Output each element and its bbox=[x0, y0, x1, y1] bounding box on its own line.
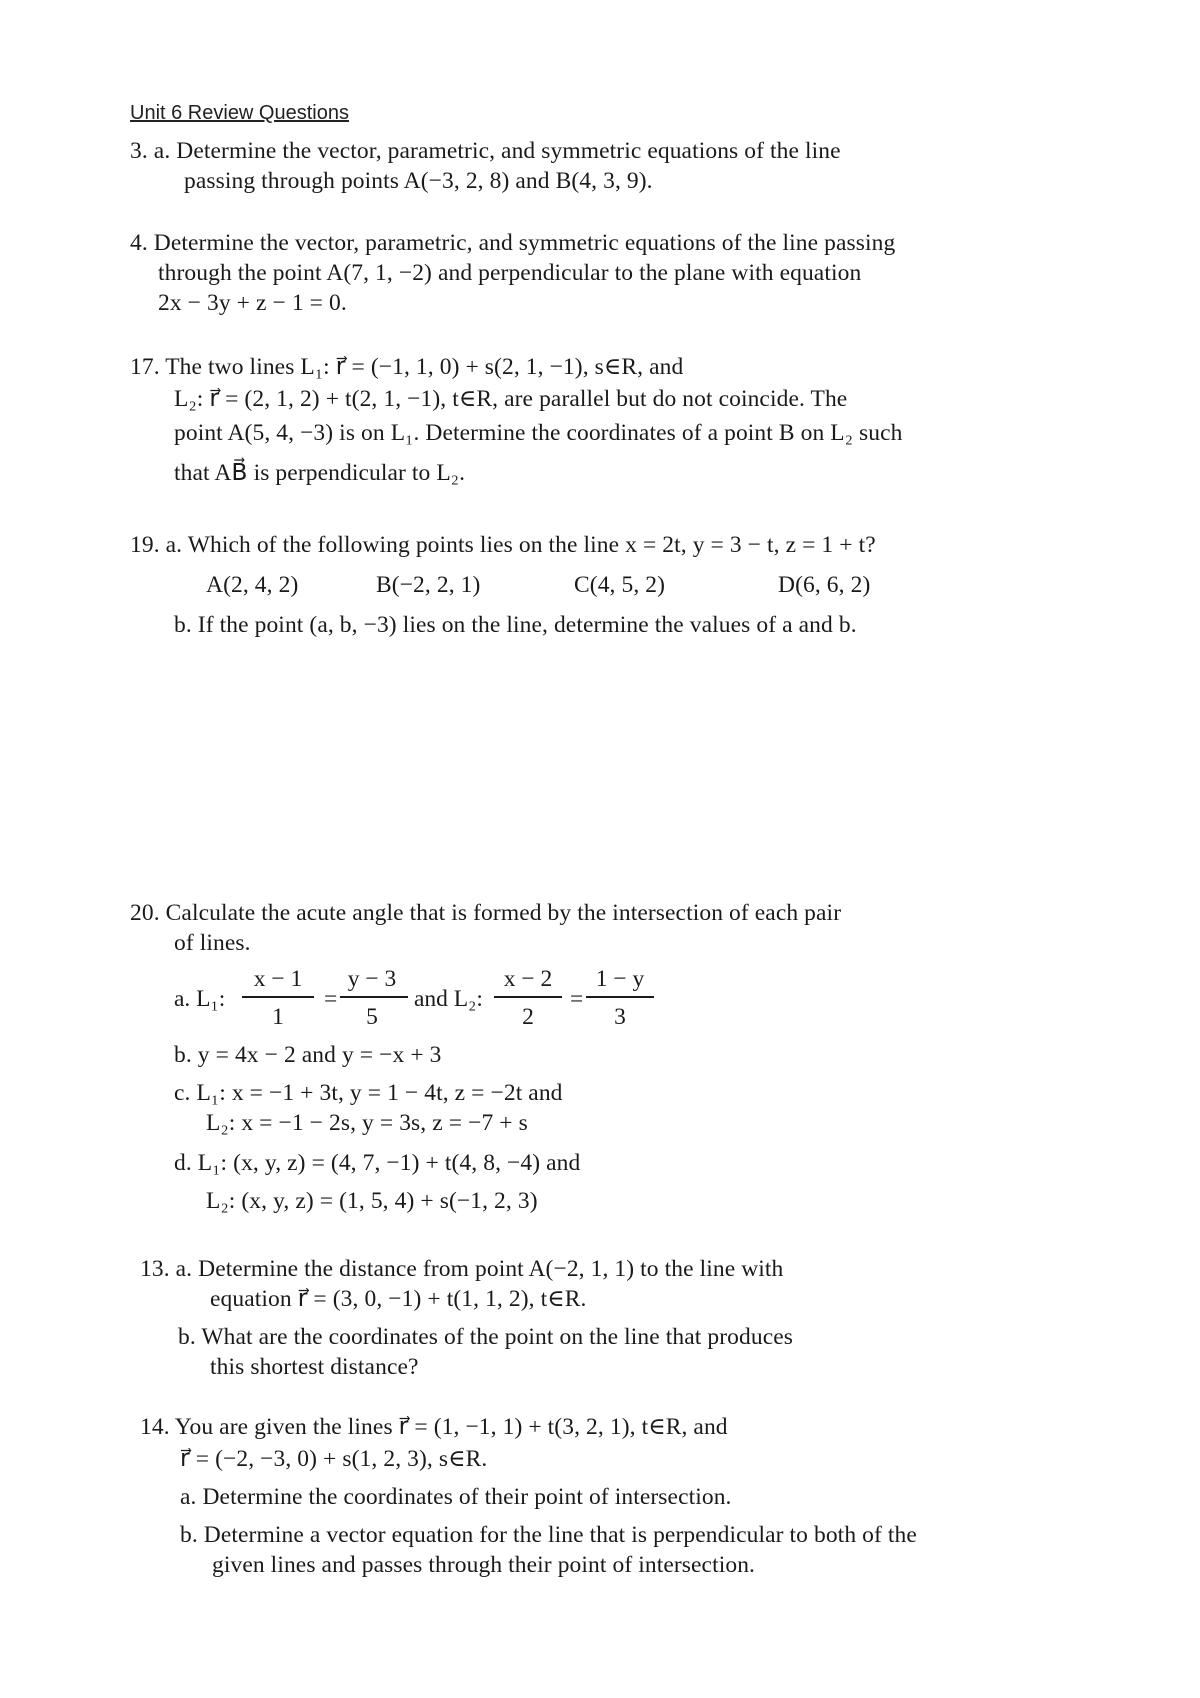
question-17-line-1: 17. The two lines L₁: r⃗ = (−1, 1, 0) + s(2, 1, −1), s∈R, and bbox=[130, 354, 684, 380]
question-14-part-b-line-2: given lines and passes through their point of intersection. bbox=[212, 1552, 756, 1578]
fraction-2-bar bbox=[340, 996, 408, 998]
question-3-line-1: 3. a. Determine the vector, parametric, and symmetric equations of the line bbox=[130, 138, 841, 164]
question-14-line-1: 14. You are given the lines r⃗ = (1, −1, 1) + t(3, 2, 1), t∈R, and bbox=[140, 1414, 728, 1440]
question-20-part-b: b. y = 4x − 2 and y = −x + 3 bbox=[174, 1042, 442, 1068]
fraction-3-denominator: 2 bbox=[522, 1004, 534, 1030]
question-13-part-a-line-2: equation r⃗ = (3, 0, −1) + t(1, 1, 2), t∈R. bbox=[210, 1286, 587, 1312]
fraction-2-denominator: 5 bbox=[366, 1004, 378, 1030]
fraction-1-bar bbox=[242, 996, 314, 998]
question-14-part-b-line-1: b. Determine a vector equation for the line that is perpendicular to both of the bbox=[180, 1522, 917, 1548]
question-19-part-a: 19. a. Which of the following points lies on the line x = 2t, y = 3 − t, z = 1 + t? bbox=[130, 532, 876, 558]
question-13-part-b-line-1: b. What are the coordinates of the point on the line that produces bbox=[178, 1324, 794, 1350]
question-20-part-c-line-2: L₂: x = −1 − 2s, y = 3s, z = −7 + s bbox=[206, 1110, 528, 1136]
question-19-option-b: B(−2, 2, 1) bbox=[376, 572, 481, 598]
question-14-line-2: r⃗ = (−2, −3, 0) + s(1, 2, 3), s∈R. bbox=[180, 1446, 488, 1472]
question-19-part-b: b. If the point (a, b, −3) lies on the line, determine the values of a and b. bbox=[174, 612, 857, 638]
question-19-option-a: A(2, 4, 2) bbox=[206, 572, 299, 598]
question-13-part-b-line-2: this shortest distance? bbox=[210, 1354, 419, 1380]
fraction-2-numerator: y − 3 bbox=[347, 966, 397, 992]
question-4-line-1: 4. Determine the vector, parametric, and symmetric equations of the line passing bbox=[130, 230, 896, 256]
question-20-a-and: and L₂: bbox=[414, 986, 483, 1012]
fraction-3-bar bbox=[494, 996, 562, 998]
fraction-4-bar bbox=[586, 996, 654, 998]
question-17-line-3: point A(5, 4, −3) is on L₁. Determine the coordinates of a point B on L₂ such bbox=[174, 420, 903, 446]
question-13-part-a-line-1: 13. a. Determine the distance from point A(−2, 1, 1) to the line with bbox=[140, 1256, 784, 1282]
question-20-line-2: of lines. bbox=[174, 930, 251, 956]
question-14-part-a: a. Determine the coordinates of their point of intersection. bbox=[180, 1484, 732, 1510]
question-20-a-label: a. L₁: bbox=[174, 986, 226, 1012]
question-20-part-c-line-1: c. L₁: x = −1 + 3t, y = 1 − 4t, z = −2t and bbox=[174, 1080, 563, 1106]
question-3-line-2: passing through points A(−3, 2, 8) and B(4, 3, 9). bbox=[184, 168, 653, 194]
fraction-4-denominator: 3 bbox=[614, 1004, 626, 1030]
question-4-line-3: 2x − 3y + z − 1 = 0. bbox=[158, 290, 347, 316]
fraction-3-numerator: x − 2 bbox=[503, 966, 553, 992]
page-title: Unit 6 Review Questions bbox=[130, 102, 349, 124]
fraction-4-numerator: 1 − y bbox=[595, 966, 645, 992]
question-19-option-c: C(4, 5, 2) bbox=[574, 572, 666, 598]
question-20-part-d-line-1: d. L₁: (x, y, z) = (4, 7, −1) + t(4, 8, −4) and bbox=[174, 1150, 581, 1176]
fraction-1-denominator: 1 bbox=[272, 1004, 284, 1030]
equals-sign-2: = bbox=[570, 986, 584, 1012]
question-20-part-d-line-2: L₂: (x, y, z) = (1, 5, 4) + s(−1, 2, 3) bbox=[206, 1188, 538, 1214]
question-4-line-2: through the point A(7, 1, −2) and perpendicular to the plane with equation bbox=[158, 260, 862, 286]
question-17-line-2: L₂: r⃗ = (2, 1, 2) + t(2, 1, −1), t∈R, are parallel but do not coincide. The bbox=[174, 386, 848, 412]
question-17-line-4: that AB⃗ is perpendicular to L₂. bbox=[174, 460, 466, 486]
question-20-line-1: 20. Calculate the acute angle that is formed by the intersection of each pair bbox=[130, 900, 842, 926]
question-19-option-d: D(6, 6, 2) bbox=[778, 572, 871, 598]
fraction-1-numerator: x − 1 bbox=[253, 966, 303, 992]
equals-sign-1: = bbox=[324, 986, 338, 1012]
